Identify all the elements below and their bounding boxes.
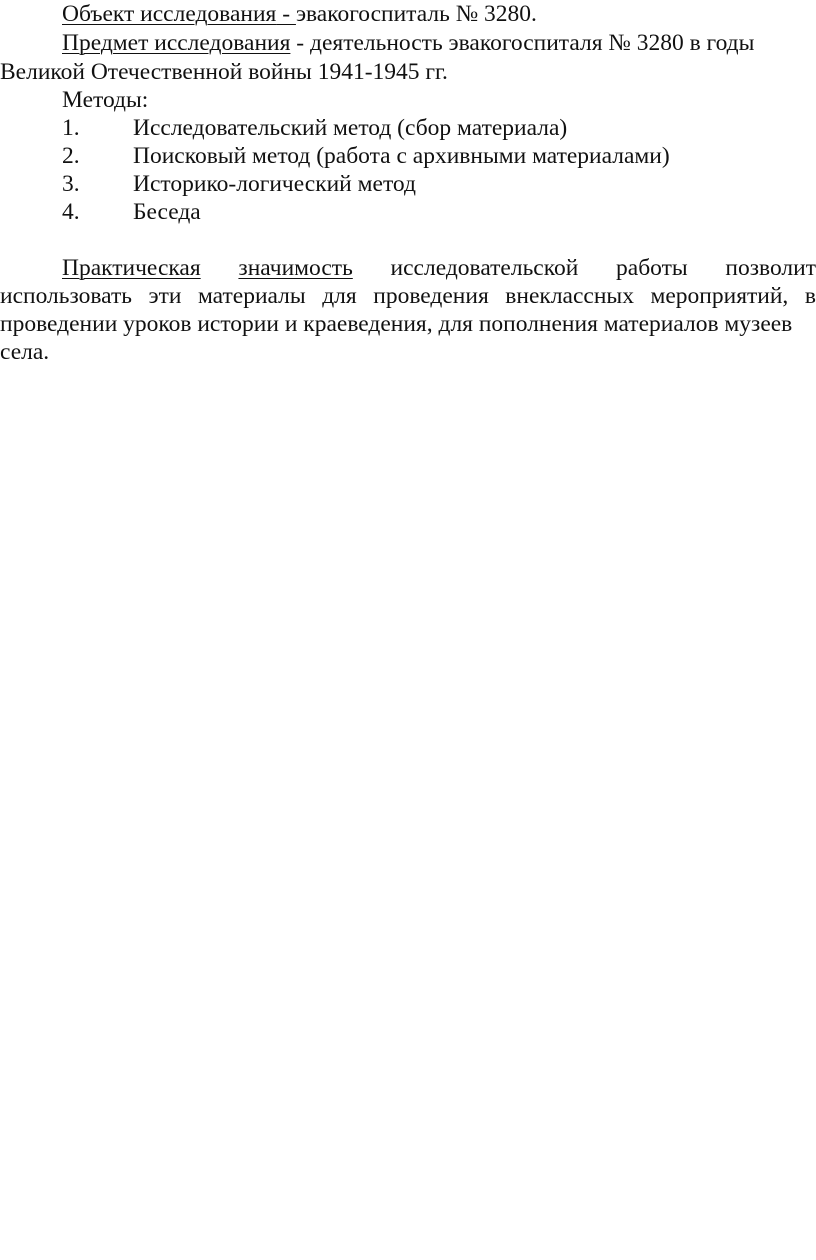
significance-word: использовать — [0, 283, 132, 309]
method-item-text: Поисковый метод (работа с архивными материалами) — [133, 143, 670, 169]
significance-word: проведения — [373, 283, 489, 309]
significance-line4: села. — [0, 339, 50, 365]
significance-word: эти — [148, 283, 182, 309]
object-dash: - — [276, 1, 296, 27]
significance-word: материалы — [197, 283, 306, 309]
subject-text-line1: - деятельность эвакогоспиталя № 3280 в годы — [290, 30, 755, 56]
object-label: Объект исследования — [62, 1, 277, 27]
significance-line2 — [0, 282, 816, 310]
significance-word: в — [804, 283, 816, 309]
subject-paragraph-line2 — [0, 58, 448, 86]
significance-word: внеклассных — [505, 283, 634, 309]
significance-word: позволит — [725, 255, 816, 281]
subject-label: Предмет исследования — [62, 30, 291, 56]
method-item-num: 3. — [62, 171, 80, 197]
methods-heading: Методы: — [62, 87, 149, 113]
significance-label-word: Практическая — [62, 255, 201, 281]
significance-line1 — [62, 254, 816, 282]
method-item-num: 4. — [62, 199, 80, 225]
method-item-num: 1. — [62, 115, 80, 141]
significance-word: для — [322, 283, 357, 309]
significance-word: работы — [616, 255, 688, 281]
object-text: эвакогоспиталь № 3280. — [295, 1, 537, 27]
subject-text-line2: Великой Отечественной войны 1941-1945 гг. — [0, 59, 448, 85]
method-item-text: Беседа — [133, 199, 201, 225]
subject-paragraph-line1 — [62, 29, 754, 57]
method-item-num: 2. — [62, 143, 80, 169]
significance-line3: проведении уроков истории и краеведения, для пополнения материалов музеев — [0, 311, 793, 337]
significance-word: мероприятий, — [650, 283, 789, 309]
object-paragraph — [62, 0, 537, 28]
method-item-text: Историко-логический метод — [133, 171, 416, 197]
method-item-text: Исследовательский метод (сбор материала) — [133, 115, 568, 141]
significance-label-word: значимость — [238, 255, 353, 281]
significance-word: исследовательской — [390, 255, 579, 281]
